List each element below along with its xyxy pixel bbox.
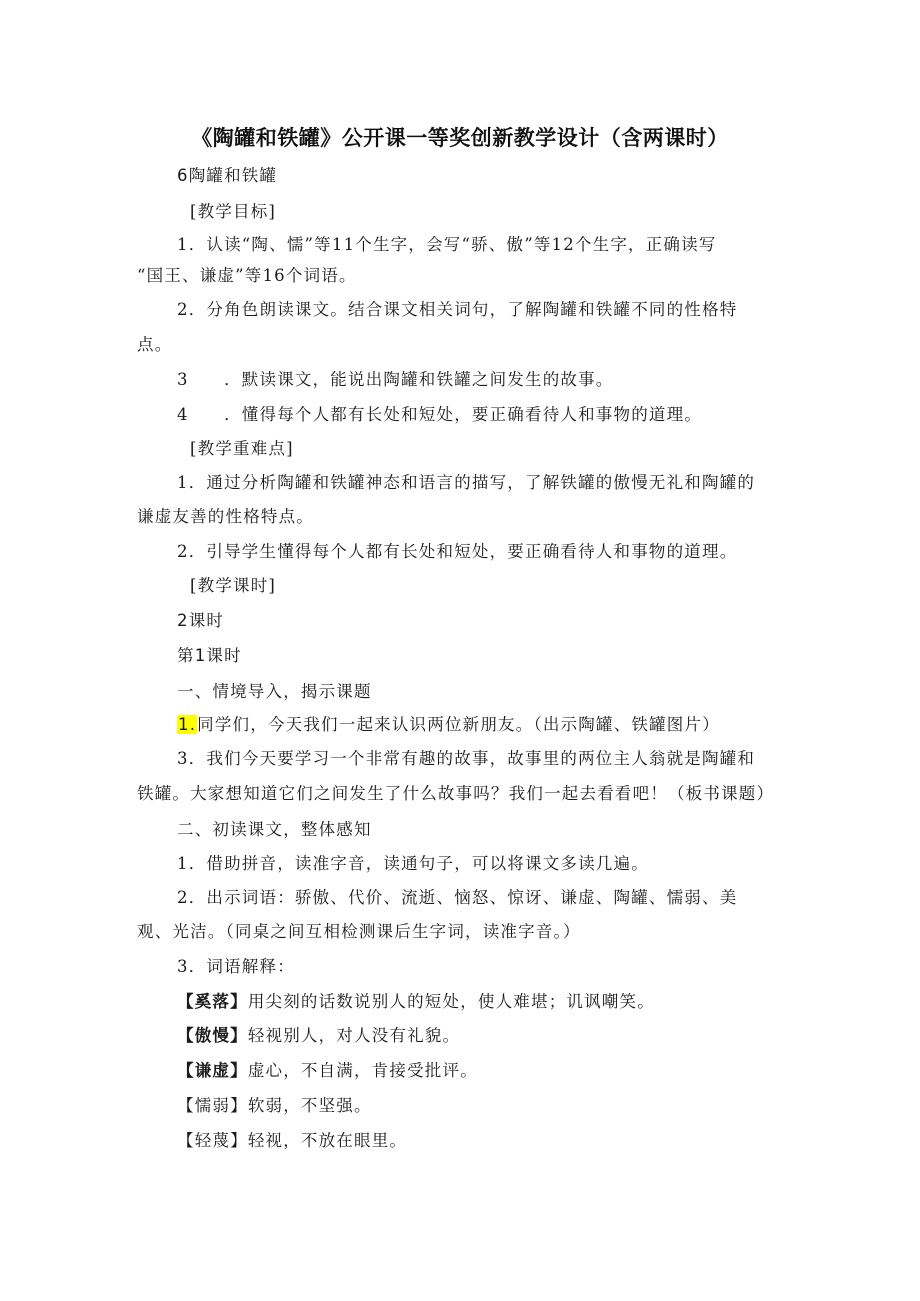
definition-3 <box>177 1059 478 1083</box>
definition-text: 轻视别人，对人没有礼貌。 <box>247 1026 461 1045</box>
intro-1-text: 同学们，今天我们一起来认识两位新朋友。（出示陶罐、铁罐图片） <box>197 715 720 734</box>
definition-text: 轻视，不放在眼里。 <box>247 1131 408 1150</box>
definition-text: 用尖刻的话数说别人的短处，使人难堪；讥讽嘲笑。 <box>247 992 655 1011</box>
section-heading-hours: [教学课时] <box>190 576 277 595</box>
section-heading-key-points: [教学重难点] <box>190 439 294 458</box>
goal-1-line-2: “国王、谦虚”等16个词语。 <box>137 266 357 285</box>
definition-term: 【傲慢】 <box>177 1026 248 1045</box>
key-1-line-2: 谦虚友善的性格特点。 <box>137 507 314 526</box>
definition-2 <box>177 1024 460 1048</box>
definition-term: 【谦虚】 <box>177 1061 248 1080</box>
key-1-line-1: 1．通过分析陶罐和铁罐神态和语言的描写，了解铁罐的傲慢无礼和陶罐的 <box>177 473 756 492</box>
goal-1-line-1: 1．认读“陶、懦”等11个生字，会写“骄、傲”等12个生字，正确读写 <box>177 235 717 254</box>
definition-1 <box>177 990 655 1014</box>
read-2-line-2: 观、光洁。（同桌之间互相检测课后生字词，读准字音。） <box>137 922 581 941</box>
definition-term: 【懦弱】 <box>177 1096 248 1115</box>
key-2: 2．引导学生懂得每个人都有长处和短处，要正确看待人和事物的道理。 <box>177 542 738 561</box>
goal-4: 4 ．懂得每个人都有长处和短处，要正确看待人和事物的道理。 <box>177 405 702 424</box>
part-2-heading: 二、初读课文，整体感知 <box>177 820 372 839</box>
definition-term: 【轻蔑】 <box>177 1131 248 1150</box>
read-2-line-1: 2．出示词语：骄傲、代价、流逝、恼怒、惊讶、谦虚、陶罐、懦弱、美 <box>177 888 738 907</box>
definition-text: 虚心，不自满，肯接受批评。 <box>247 1061 478 1080</box>
definition-5 <box>177 1129 407 1153</box>
intro-1 <box>177 713 720 737</box>
definition-text: 软弱，不坚强。 <box>247 1096 372 1115</box>
read-1: 1．借助拼音，读准字音，读通句子，可以将课文多读几遍。 <box>177 854 649 873</box>
hours-count: 2课时 <box>177 611 225 630</box>
document-title: 《陶罐和铁罐》公开课一等奖创新教学设计（含两课时） <box>191 126 729 150</box>
goal-3: 3 ．默读课文，能说出陶罐和铁罐之间发生的故事。 <box>177 370 614 389</box>
goal-2-line-2: 点。 <box>137 335 173 354</box>
goal-2-line-1: 2．分角色朗读课文。结合课文相关词句，了解陶罐和铁罐不同的性格特 <box>177 300 738 319</box>
highlighted-number: 1. <box>178 715 197 734</box>
intro-3-line-1: 3．我们今天要学习一个非常有趣的故事，故事里的两位主人翁就是陶罐和 <box>177 749 756 768</box>
intro-3-line-2: 铁罐。大家想知道它们之间发生了什么故事吗？我们一起去看看吧！（板书课题） <box>137 784 775 803</box>
definition-4 <box>177 1094 372 1118</box>
period-heading: 第1课时 <box>177 646 242 665</box>
definition-term: 【奚落】 <box>177 992 248 1011</box>
section-heading-goals: [教学目标] <box>190 202 277 221</box>
lesson-name: 6陶罐和铁罐 <box>177 166 278 185</box>
part-1-heading: 一、情境导入，揭示课题 <box>177 682 372 701</box>
read-3: 3．词语解释： <box>177 957 295 976</box>
